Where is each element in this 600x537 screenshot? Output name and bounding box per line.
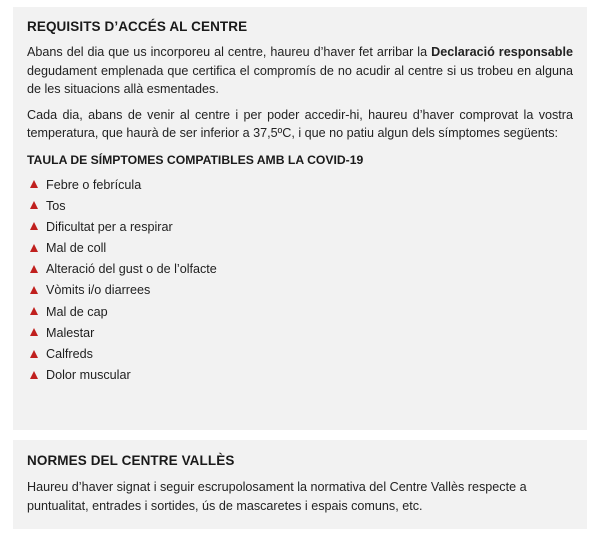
normes-panel [13,440,587,529]
symptom-label: Dificultat per a respirar [46,219,173,234]
symptom-item [30,259,573,280]
warning-triangle-icon [30,286,38,294]
symptom-label: Mal de cap [46,304,108,319]
declaracio-responsable-bold: Declaració responsable [431,45,573,59]
requisits-heading: REQUISITS D’ACCÉS AL CENTRE [27,19,248,34]
symptom-label: Malestar [46,325,95,340]
warning-triangle-icon [30,350,38,358]
symptom-label: Febre o febrícula [46,177,142,192]
warning-triangle-icon [30,222,38,230]
warning-triangle-icon [30,201,38,209]
warning-triangle-icon [30,371,38,379]
declaracio-text-after: degudament emplenada que certifica el compromís de no acudir al centre si us trobeu en alguna de les situacions allà esmentades. [27,63,573,96]
symptom-item [30,344,573,365]
symptom-label: Tos [46,198,66,213]
warning-triangle-icon [30,307,38,315]
normes-paragraph: Haureu d’haver signat i seguir escrupolosament la normativa del Centre Vallès respecte a puntualitat, entrades i sortides, ús de mascaretes i espais comuns, etc. [27,480,527,513]
symptom-list [27,175,573,387]
symptom-item [30,217,573,238]
symptom-item [30,302,573,323]
symptoms-table-heading: TAULA DE SÍMPTOMES COMPATIBLES AMB LA COVID-19 [27,152,364,167]
declaracio-text-before: Abans del dia que us incorporeu al centre, haureu d’haver fet arribar la [27,45,432,59]
symptom-item [30,175,573,196]
normes-heading: NORMES DEL CENTRE VALLÈS [27,453,235,468]
warning-triangle-icon [30,328,38,336]
symptom-label: Vòmits i/o diarrees [46,283,151,298]
warning-triangle-icon [30,244,38,252]
symptom-item [30,365,573,386]
symptom-label: Alteració del gust o de l’olfacte [46,262,217,277]
symptom-item [30,280,573,301]
warning-triangle-icon [30,180,38,188]
symptom-item [30,238,573,259]
temperatura-paragraph: Cada dia, abans de venir al centre i per poder accedir-hi, haureu d’haver comprovat la vostra temperatura, que haurà de ser inferior a 37,5ºC, i que no patiu algun dels símptomes següents: [27,107,573,140]
requisits-panel [13,7,587,430]
symptom-label: Mal de coll [46,241,107,256]
declaracio-paragraph [27,43,573,99]
symptom-item [30,196,573,217]
warning-triangle-icon [30,265,38,273]
symptom-label: Calfreds [46,347,93,361]
symptom-label: Dolor muscular [46,368,131,383]
symptom-item [30,323,573,344]
